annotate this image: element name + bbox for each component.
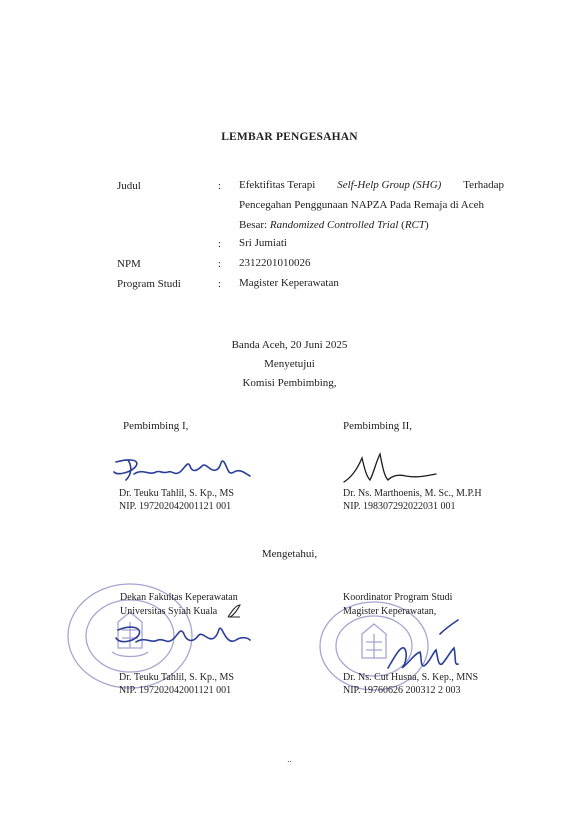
coordinator-signature bbox=[380, 618, 470, 674]
supervisor1-nip: NIP. 197202042001121 001 bbox=[119, 501, 232, 512]
judul-line3-b: ( bbox=[398, 219, 405, 231]
npm-value: 2312201010026 bbox=[239, 257, 311, 269]
coordinator-name: Dr. Ns. Cut Husna, S. Kep., MNS bbox=[343, 672, 479, 683]
page-title: LEMBAR PENGESAHAN bbox=[221, 131, 358, 143]
judul-line3-i: Randomized Controlled Trial bbox=[269, 219, 399, 231]
place-date: Banda Aceh, 20 Juni 2025 bbox=[231, 339, 348, 351]
npm-label: NPM bbox=[117, 258, 141, 270]
colon: : bbox=[218, 238, 222, 250]
prodi-label: Program Studi bbox=[117, 278, 181, 290]
supervisor1-signature bbox=[110, 450, 255, 490]
dean-title-line2: Universitas Syiah Kuala bbox=[120, 606, 218, 617]
supervisor2-signature bbox=[340, 448, 440, 488]
supervisor2-name: Dr. Ns. Marthoenis, M. Sc., M.P.H bbox=[343, 488, 482, 499]
committee-text: Komisi Pembimbing, bbox=[242, 377, 337, 389]
acknowledge-text: Mengetahui, bbox=[261, 548, 318, 560]
colon: : bbox=[218, 180, 222, 192]
prodi-value: Magister Keperawatan bbox=[239, 277, 339, 289]
judul-line3-c: ) bbox=[425, 219, 429, 231]
coordinator-title-line1: Koordinator Program Studi bbox=[343, 592, 453, 603]
coordinator-title-line2: Magister Keperawatan, bbox=[343, 606, 437, 617]
judul-label: Judul bbox=[117, 180, 141, 192]
footer-mark: .. bbox=[287, 754, 292, 764]
dean-nip: NIP. 197202042001121 001 bbox=[119, 685, 232, 696]
dean-signature bbox=[112, 618, 252, 656]
supervisor2-nip: NIP. 198307292022031 001 bbox=[343, 501, 456, 512]
judul-line3-a: Besar: bbox=[239, 219, 270, 231]
judul-line1-i: Self-Help Group (SHG) bbox=[337, 179, 442, 191]
judul-line1-b: Terhadap bbox=[463, 179, 504, 191]
dean-title-line1: Dekan Fakultas Keperawatan bbox=[120, 592, 238, 603]
dean-initial-mark bbox=[226, 603, 242, 619]
coordinator-nip: NIP. 19760626 200312 2 003 bbox=[343, 685, 461, 696]
colon: : bbox=[218, 278, 222, 290]
supervisor1-role: Pembimbing I, bbox=[123, 420, 189, 432]
dean-name: Dr. Teuku Tahlil, S. Kp., MS bbox=[119, 672, 234, 683]
judul-line3-i2: RCT bbox=[404, 219, 426, 231]
supervisor2-role: Pembimbing II, bbox=[343, 420, 413, 432]
supervisor1-name: Dr. Teuku Tahlil, S. Kp., MS bbox=[119, 488, 234, 499]
judul-value bbox=[239, 175, 504, 235]
colon: : bbox=[218, 258, 222, 270]
judul-line1-a: Efektifitas Terapi bbox=[239, 179, 316, 191]
approve-text: Menyetujui bbox=[264, 358, 315, 370]
nama-value: Sri Jumiati bbox=[239, 237, 287, 249]
judul-line2: Pencegahan Penggunaan NAPZA Pada Remaja di Aceh bbox=[239, 199, 484, 211]
